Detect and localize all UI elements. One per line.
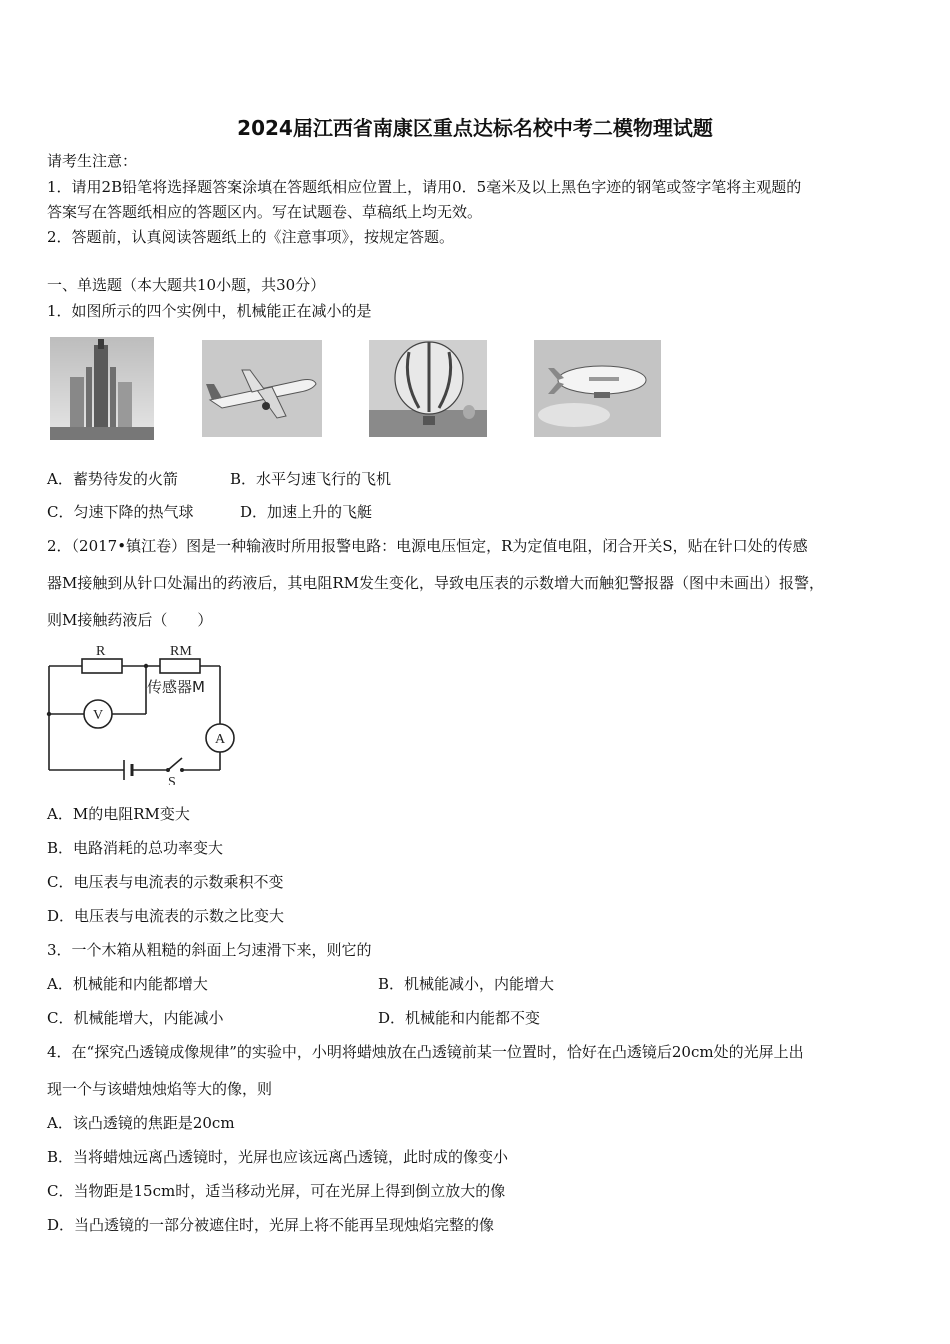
hot-air-balloon-photo xyxy=(369,340,487,437)
page-title: 2024届江西省南康区重点达标名校中考二模物理试题 xyxy=(237,116,713,140)
sensor-label: 传感器M xyxy=(147,678,205,696)
section-heading: 一、单选题（本大题共10小题，共30分） xyxy=(47,276,326,294)
q1-option-a: A．蓄势待发的火箭 xyxy=(47,470,178,488)
q1-option-b: B．水平匀速飞行的飞机 xyxy=(230,470,392,488)
q3-stem: 3．一个木箱从粗糙的斜面上匀速滑下来，则它的 xyxy=(47,941,372,959)
q2-line-3: 则M接触药液后（ ） xyxy=(47,611,213,629)
q4-line-2: 现一个与该蜡烛烛焰等大的像，则 xyxy=(47,1080,273,1098)
airship-photo xyxy=(534,340,661,437)
resistor-rm xyxy=(160,659,200,673)
q3-option-a: A．机械能和内能都增大 xyxy=(47,975,208,993)
r-label: R xyxy=(96,644,106,659)
q1-option-c: C．匀速下降的热气球 xyxy=(47,503,194,521)
q4-option-d: D．当凸透镜的一部分被遮住时，光屏上将不能再呈现烛焰完整的像 xyxy=(47,1216,495,1234)
notice-line-1b: 答案写在答题纸相应的答题区内。写在试题卷、草稿纸上均无效。 xyxy=(47,203,483,221)
notice-heading: 请考生注意： xyxy=(47,152,138,170)
q4-line-1: 4．在“探究凸透镜成像规律”的实验中，小明将蜡烛放在凸透镜前某一位置时，恰好在凸透镜后20cm处的光屏上出 xyxy=(47,1043,804,1061)
q2-line-1: 2．（2017•镇江卷）图是一种输液时所用报警电路：电源电压恒定，R为定值电阻，闭合开关S，贴在针口处的传感 xyxy=(47,537,808,555)
q2-option-a: A．M的电阻RM变大 xyxy=(47,805,190,823)
voltmeter-label: V xyxy=(93,708,104,723)
q4-option-b: B．当将蜡烛远离凸透镜时，光屏也应该远离凸透镜，此时成的像变小 xyxy=(47,1148,509,1166)
q4-option-a: A．该凸透镜的焦距是20cm xyxy=(47,1114,235,1132)
q2-option-b: B．电路消耗的总功率变大 xyxy=(47,839,224,857)
q2-line-2: 器M接触到从针口处漏出的药液后，其电阻RM发生变化，导致电压表的示数增大而触犯警报器（图中未画出）报警， xyxy=(47,574,825,592)
ammeter-label: A xyxy=(215,732,226,747)
circuit-diagram xyxy=(44,640,244,789)
rocket-photo xyxy=(50,337,154,440)
switch xyxy=(168,758,182,770)
q4-option-c: C．当物距是15cm时，适当移动光屏，可在光屏上得到倒立放大的像 xyxy=(47,1182,506,1200)
airplane-photo xyxy=(202,340,322,437)
q2-option-c: C．电压表与电流表的示数乘积不变 xyxy=(47,873,284,891)
notice-line-1a: 1．请用2B铅笔将选择题答案涂填在答题纸相应位置上，请用0．5毫米及以上黑色字迹的钢笔或签字笔将主观题的 xyxy=(47,178,802,196)
q3-option-c: C．机械能增大，内能减小 xyxy=(47,1009,224,1027)
q3-option-b: B．机械能减小，内能增大 xyxy=(378,975,555,993)
rm-label: RM xyxy=(170,644,192,659)
notice-line-2: 2．答题前，认真阅读答题纸上的《注意事项》，按规定答题。 xyxy=(47,228,455,246)
resistor-r xyxy=(82,659,122,673)
q3-option-d: D．机械能和内能都不变 xyxy=(378,1009,541,1027)
q1-option-d: D．加速上升的飞艇 xyxy=(240,503,373,521)
q1-stem: 1．如图所示的四个实例中，机械能正在减小的是 xyxy=(47,302,372,320)
q2-option-d: D．电压表与电流表的示数之比变大 xyxy=(47,907,285,925)
switch-label: S xyxy=(168,775,176,785)
